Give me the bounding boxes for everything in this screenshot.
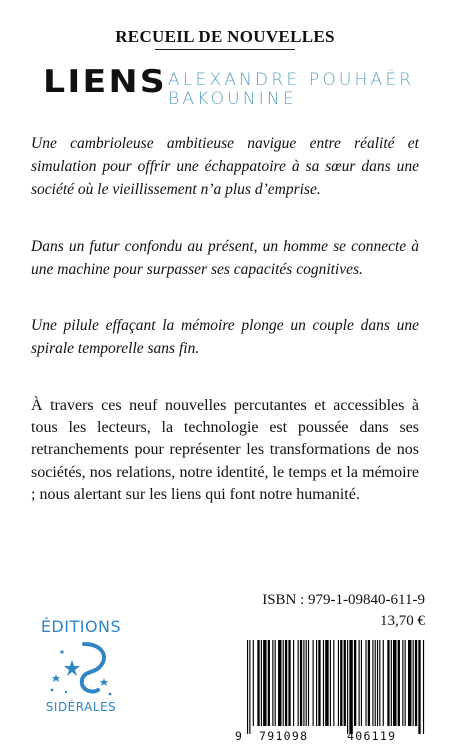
barcode-left-digits: 791098 — [259, 729, 309, 743]
barcode-bar — [415, 640, 417, 726]
barcode-bar — [408, 640, 411, 726]
barcode-bar — [423, 640, 424, 734]
barcode-bar — [349, 640, 352, 734]
barcode-bar — [316, 640, 317, 726]
barcode-bar — [253, 640, 254, 726]
barcode-bar — [418, 640, 420, 734]
barcode-bar — [333, 640, 334, 726]
barcode-bar — [354, 640, 356, 726]
barcode-bar — [308, 640, 309, 726]
barcode-bar — [338, 640, 339, 726]
barcode-bar — [398, 640, 400, 726]
barcode-bar — [359, 640, 360, 726]
barcode-bar — [261, 640, 262, 726]
barcode-bar — [285, 640, 287, 726]
barcode-bar — [318, 640, 320, 726]
barcode-bar — [340, 640, 342, 726]
barcode-bar — [306, 640, 307, 726]
barcode-bar — [247, 640, 248, 734]
barcode-bar — [275, 640, 276, 726]
publisher-name-bottom: SIDÉRALES — [45, 700, 117, 714]
barcode-bar — [375, 640, 376, 726]
barcode-bar — [313, 640, 314, 726]
isbn-label: ISBN : 979-1-09840-611-9 — [262, 592, 425, 608]
synopsis-paragraph-2: Dans un futur confondu au présent, un homme se connecte à une machine pour surpasser ses capacités cognitives. — [31, 238, 419, 278]
barcode-bar — [249, 640, 250, 734]
barcode — [233, 636, 429, 745]
barcode-bar — [379, 640, 380, 726]
barcode-bar — [361, 640, 362, 726]
barcode-bar — [405, 640, 406, 726]
barcode-bar — [303, 640, 304, 726]
barcode-bar — [278, 640, 281, 726]
barcode-lead-digit: 9 — [235, 729, 244, 743]
barcode-bar — [377, 640, 378, 726]
barcode-bar — [300, 640, 302, 726]
barcode-bar — [387, 640, 389, 726]
barcode-bar — [325, 640, 328, 726]
barcode-bar — [323, 640, 324, 726]
author-name-line2: BAKOUNINE — [168, 89, 297, 109]
barcode-bar — [391, 640, 392, 726]
barcode-bar — [344, 640, 346, 726]
barcode-bar — [293, 640, 294, 726]
barcode-bar — [268, 640, 270, 726]
price-label: 13,70 € — [380, 613, 425, 629]
book-title: LIENS — [43, 64, 168, 100]
barcode-bar — [368, 640, 370, 726]
barcode-bar — [257, 640, 259, 726]
barcode-bar — [263, 640, 266, 726]
barcode-bar — [365, 640, 366, 726]
barcode-bar — [383, 640, 384, 726]
back-cover-blurb: À travers ces neuf nouvelles percutantes et accessibles à tous les lecteurs, la technologie est poussée dans ses retranchements pour représenter les transformations de nos sociétés, nos relations, notre identité, le temps et la mémoire ; nous alertant sur les liens qui font notre humanité. — [31, 397, 419, 503]
collection-kicker: RECUEIL DE NOUVELLES — [115, 27, 335, 46]
kicker-underline — [155, 49, 295, 50]
barcode-bar — [372, 640, 373, 726]
barcode-bar — [402, 640, 403, 726]
author-name-line1: ALEXANDRE POUHAËR — [168, 70, 415, 90]
barcode-bar — [272, 640, 273, 726]
publisher-star-logo-icon — [42, 640, 122, 700]
barcode-bar — [298, 640, 299, 726]
barcode-bar — [347, 640, 348, 734]
barcode-bar — [393, 640, 396, 726]
synopsis-paragraph-3: Une pilule effaçant la mémoire plonge un couple dans une spirale temporelle sans fin. — [31, 317, 419, 357]
synopsis-paragraph-1: Une cambrioleuse ambitieuse navigue entre réalité et simulation pour offrir une échappatoire à sa sœur dans une société où le vieillissement n’a plus d’emprise. — [31, 135, 419, 198]
barcode-bar — [330, 640, 331, 726]
barcode-bar — [283, 640, 284, 726]
publisher-name-top: ÉDITIONS — [40, 617, 122, 636]
barcode-right-digits: 406119 — [347, 729, 397, 743]
barcode-bar — [413, 640, 414, 726]
barcode-bar — [288, 640, 290, 726]
